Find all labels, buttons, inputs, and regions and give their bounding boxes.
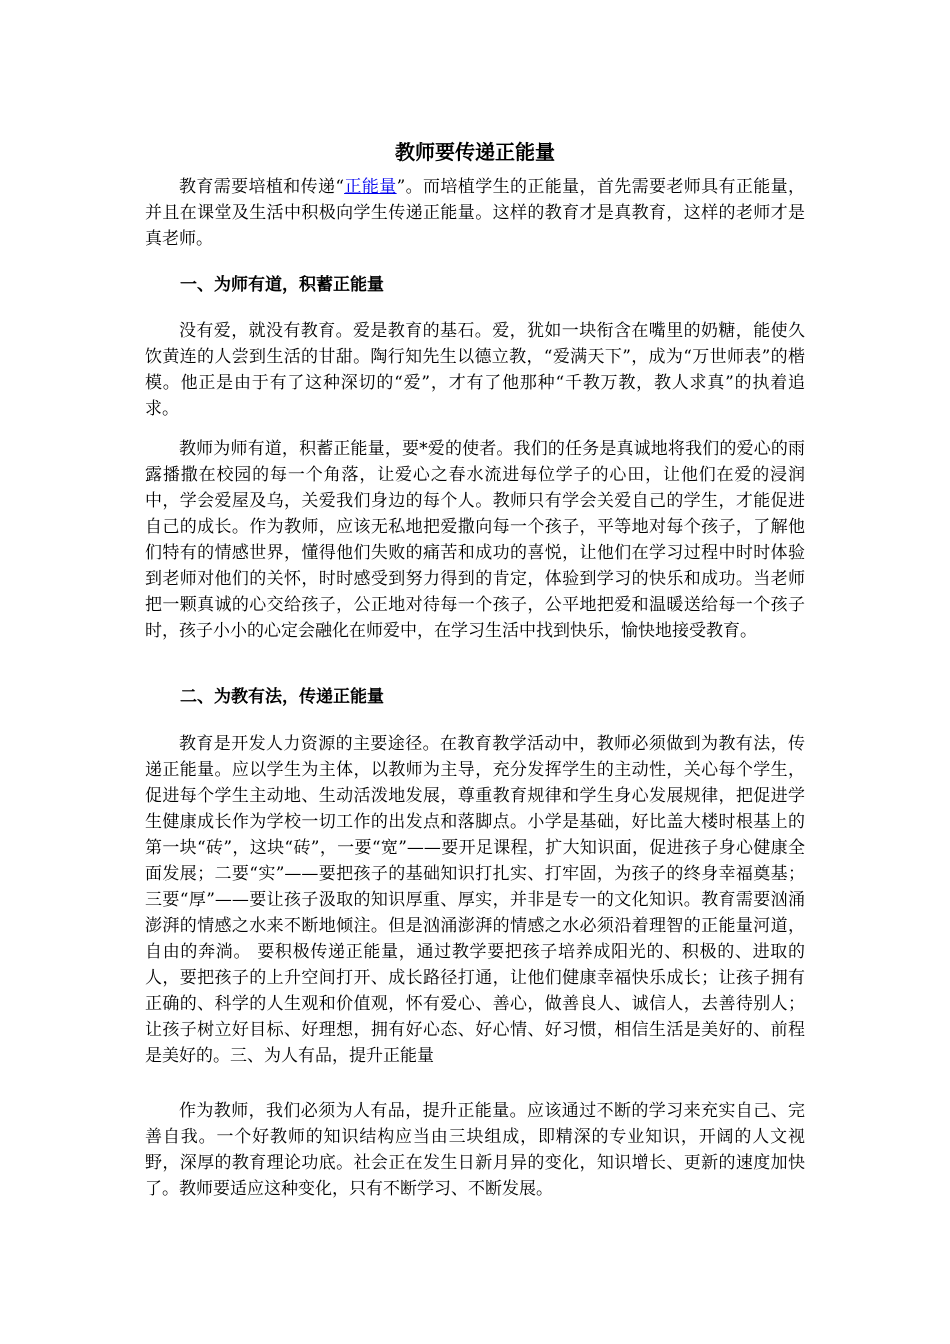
section-1-paragraph-2: 教师为师有道，积蓄正能量，要*爱的使者。我们的任务是真诚地将我们的爱心的雨露播撒在校园的每一个角落，让爱心之春水流进每位学子的心田，让他们在爱的浸润中，学会爱屋及乌，关爱我们身边的每个人。教师只有学会关爱自己的学生，才能促进自己的成长。作为教师，应该无私地把爱撒向每一个孩子，平等地对每个孩子，了解他们特有的情感世界，懂得他们失败的痛苦和成功的喜悦，让他们在学习过程中时时体验到老师对他们的关怀，时时感受到努力得到的肯定，体验到学习的快乐和成功。当老师把一颗真诚的心交给孩子，公正地对待每一个孩子，公平地把爱和温暖送给每一个孩子时，孩子小小的心定会融化在师爱中，在学习生活中找到快乐，愉快地接受教育。 xyxy=(145,439,805,641)
section-1-heading: 一、为师有道，积蓄正能量 xyxy=(180,275,384,295)
document-title: 教师要传递正能量 xyxy=(395,140,555,164)
section-3-paragraph: 作为教师，我们必须为人有品，提升正能量。应该通过不断的学习来充实自己、完善自我。一个好教师的知识结构应当由三块组成，即精深的专业知识，开阔的人文视野，深厚的教育理论功底。社会正在发生日新月异的变化，知识增长、更新的速度加快了。教师要适应这种变化，只有不断学习、不断发展。 xyxy=(145,1101,805,1199)
intro-paragraph xyxy=(145,174,805,252)
intro-text-before: 教育需要培植和传递“ xyxy=(179,177,345,197)
section-1-paragraph-1: 没有爱，就没有教育。爱是教育的基石。爱，犹如一块衔含在嘴里的奶糖，能使久饮黄连的人尝到生活的甘甜。陶行知先生以德立教，“爱满天下”，成为“万世师表”的楷模。他正是由于有了这种深切的“爱”，才有了他那种“千教万教，教人求真”的执着追求。 xyxy=(145,321,805,419)
section-2-paragraph-1: 教育是开发人力资源的主要途径。在教育教学活动中，教师必须做到为教有法，传递正能量。应以学生为主体，以教师为主导，充分发挥学生的主动性，关心每个学生，促进每个学生主动地、生动活泼地发展，尊重教育规律和学生身心发展规律，把促进学生健康成长作为学校一切工作的出发点和落脚点。小学是基础，好比盖大楼时根基上的第一块“砖”，这块“砖”，一要“宽”——要开足课程，扩大知识面，促进孩子身心健康全面发展；二要“实”——要把孩子的基础知识打扎实、打牢固，为孩子的终身幸福奠基；三要“厚”——要让孩子汲取的知识厚重、厚实，并非是专一的文化知识。教育需要汹涌澎湃的情感之水来不断地倾注。但是汹涌澎湃的情感之水必须沿着理智的正能量河道，自由的奔淌。 要积极传递正能量，通过教学要把孩子培养成阳光的、积极的、进取的人，要把孩子的上升空间打开、成长路径打通，让他们健康幸福快乐成长；让孩子拥有正确的、科学的人生观和价值观，怀有爱心、善心，做善良人、诚信人，去善待别人；让孩子树立好目标、好理想，拥有好心态、好心情、好习惯，相信生活是美好的、前程是美好的。三、为人有品，提升正能量 xyxy=(145,734,805,1066)
intro-text-after: ”。而培植学生的正能量，首先需要老师具有正能量，并且在课堂及生活中积极向学生传递正能量。这样的教育才是真教育，这样的老师才是真老师。 xyxy=(145,177,805,249)
positive-energy-link[interactable]: 正能量 xyxy=(344,177,397,197)
section-2-heading: 二、为教有法，传递正能量 xyxy=(180,687,384,707)
